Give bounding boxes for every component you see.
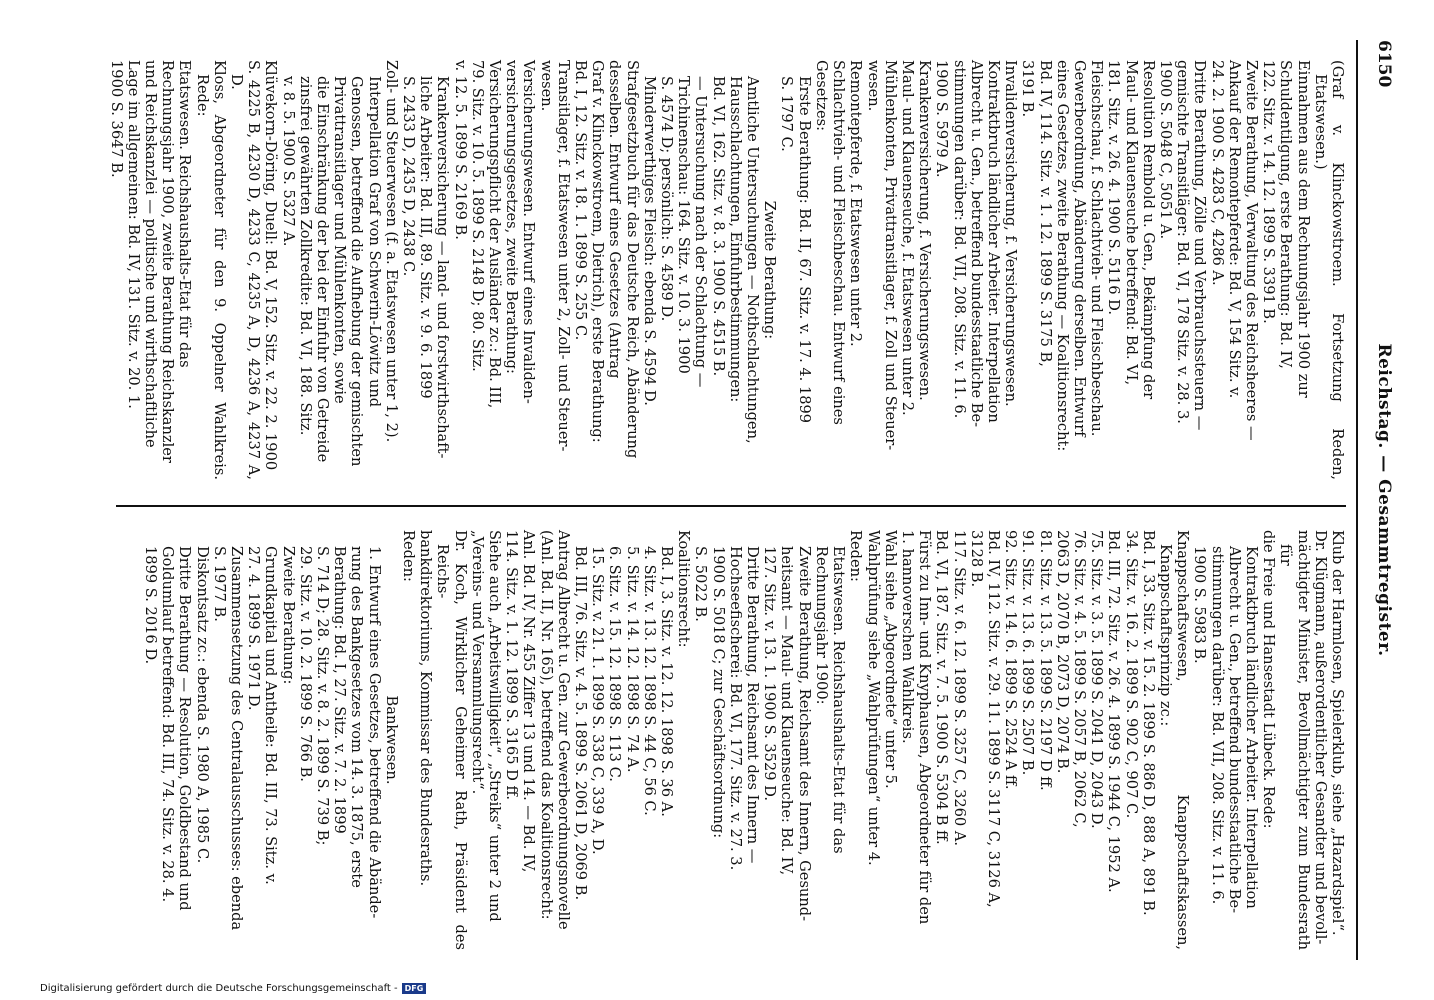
entry-line: 5. Sitz. v. 14. 12. 1898 S. 74 A.: [623, 546, 641, 773]
index-entry: [572, 530, 675, 950]
entry-line: 1900 S. 5983 B.: [1191, 546, 1209, 664]
index-entry: [847, 60, 864, 480]
entry-line: (Graf v. Klinckowstroem. Fortsetzung Reden, Etatswesen.): [1311, 60, 1346, 480]
index-entry: [1105, 60, 1157, 480]
entry-line: v. 8. 5. 1900 S. 5327 A.: [279, 76, 297, 247]
index-entry: [142, 530, 194, 950]
entry-line: Bd. III, 72. Sitz. v. 26. 4. 1899 S. 1944 C, 1952 A.: [1105, 530, 1123, 893]
entry-line: eines Gesetzes, zweite Berathung — Koalitionsrecht:: [1053, 60, 1071, 452]
entry-line: Fleischschau, f. Schlachtvieh- und Fleischbeschau.: [1088, 60, 1106, 437]
index-entry: [933, 60, 1002, 480]
entry-line: Privattransitlager und Mühlenkonten, sowie: [331, 76, 349, 404]
entry-line: 91. Sitz. v. 13. 6. 1899 S. 2507 B.: [1019, 530, 1037, 776]
index-entry: [813, 60, 847, 480]
entry-line: heitsamt — Maul- und Klauenseuche: Bd. IV,: [778, 546, 796, 876]
entry-line: — Untersuchung nach der Schlachtung —: [692, 76, 710, 388]
entry-line: Mühlenkonten, Privattransitlager, f. Zoll und Steuer-: [881, 60, 899, 451]
index-entry: [778, 60, 812, 480]
index-entry: [1191, 530, 1260, 950]
index-entry: [1122, 530, 1191, 950]
entry-line: (Anl. Bd. II, Nr. 165), betreffend das Koalitionsrecht:: [537, 530, 555, 920]
index-entry: [383, 530, 400, 950]
index-entry: [193, 530, 279, 950]
entry-line: S. 2433 D, 2435 D, 2438 C.: [400, 76, 418, 277]
entry-line: Zusammensetzung des Centralausschusses: ebenda: [228, 546, 245, 931]
digitization-credit: [40, 983, 1394, 994]
entry-line: bankdirektoriums, Kommissar des Bundesraths.: [417, 530, 435, 887]
index-entry: [1260, 530, 1329, 950]
entry-line: Dritte Berathung, Zölle und Verbrauchssteuern —: [1191, 60, 1209, 431]
entry-line: Etatswesen. Reichshaushalts-Etat für das: [830, 546, 848, 854]
entry-line: Gesetzes:: [812, 60, 830, 132]
entry-line: Hausschlachtungen, Einfuhrbestimmungen:: [726, 76, 744, 403]
entry-line: Krankenversicherung — land- und forstwirthschaft-: [434, 76, 452, 459]
entry-line: Versicherungswesen. Entwurf eines Invaliden-: [520, 60, 538, 404]
entry-line: Anl. Bd. IV, Nr. 455 Ziffer 13 und 14. — Bd. IV,: [520, 530, 538, 873]
entry-line: gemischte Transitläger: Bd. VI, 178 Sitz. v. 28. 3.: [1174, 60, 1192, 424]
entry-line: rung des Bankgesetzes vom 14. 3. 1875, erste: [348, 546, 366, 888]
entry-line: Bankwesen.: [382, 695, 400, 785]
index-entry: [641, 60, 761, 480]
entry-line: Diskontsatz zc.: ebenda S. 1980 A, 1985 C.: [193, 546, 211, 864]
entry-line: Strafgesetzbuch für das Deutsche Reich, Abänderung: [623, 60, 641, 459]
entry-line: Bd. I, 33. Sitz. v. 15. 2. 1899 S. 886 D, 888 A, 891 B.: [1139, 530, 1157, 916]
entry-line: versicherungsgesetzes, zweite Berathung:: [503, 60, 521, 374]
index-entry: [537, 60, 571, 480]
entry-line: 79. Sitz. v. 10. 5. 1899 S. 2148 D; 80. Sitz.: [468, 60, 486, 372]
entry-line: Fürst zu Inn- und Knyphausen, Abgeordneter für den: [916, 530, 934, 925]
index-entry: [469, 530, 572, 950]
entry-line: 1900 S. 5018 C; zur Geschäftsordnung:: [709, 546, 727, 839]
entry-line: 29. Sitz. v. 10. 2. 1899 S. 766 B.: [296, 546, 314, 782]
index-entry: [107, 60, 227, 480]
entry-line: Schuldentilgung, erste Berathung: Bd. IV,: [1277, 60, 1295, 369]
entry-line: Remontepferde, f. Etatswesen unter 2.: [847, 60, 865, 347]
entry-line: und Reichskanzlei — politische und wirthschaftliche: [141, 60, 159, 448]
entry-line: S. 5022 B.: [692, 546, 710, 622]
index-entry: [1019, 60, 1088, 480]
entry-line: 75. Sitz. v. 3. 5. 1899 S. 2041 D, 2043 D.: [1088, 530, 1106, 829]
entry-line: Maul- und Klauenseuche, f. Etatswesen unter 2.: [898, 60, 916, 416]
index-entry: [761, 60, 778, 480]
entry-line: Genossen, betreffend die Aufhebung der gemischten: [348, 76, 366, 467]
page-header: [1358, 40, 1394, 960]
entry-line: Versicherungspflicht der Ausländer zc.: Bd. III,: [486, 60, 504, 409]
entry-line: 114. Sitz. v. 1. 12. 1899 S. 3165 D ff.: [503, 530, 521, 800]
index-entry: [864, 60, 898, 480]
entry-line: 1899 S. 2016 D.: [141, 546, 159, 665]
entry-line: Minderwerthiges Fleisch: ebenda S. 4594 D.: [640, 76, 658, 406]
entry-line: desselben. Entwurf eines Gesetzes (Antrag: [606, 60, 624, 379]
index-entry: [1088, 60, 1105, 480]
entry-line: 4. Sitz. v. 13. 12. 1898 S. 44 C, 56 C.: [640, 546, 658, 816]
entry-line: Dr. Koch, Wirklicher Geheimer Rath, Präsident des Reichs-: [434, 530, 469, 950]
entry-line: S. 1797 C.: [778, 76, 796, 152]
entry-line: 122. Sitz. v. 14. 12. 1899 S. 3391 B.: [1260, 60, 1278, 324]
entry-line: 15. Sitz. v. 21. 1. 1899 S. 338 C, 339 A, D.: [589, 546, 607, 855]
entry-line: stimmungen darüber: Bd. VII, 208. Sitz. v. 11. 6.: [950, 60, 968, 419]
dfg-logo: DFG: [402, 983, 427, 994]
entry-line: 24. 2. 1900 S. 4283 C, 4286 A.: [1208, 60, 1226, 286]
entry-line: Knappschaftswesen, Knappschaftskassen, Knappschaftsprinzip zc.:: [1156, 530, 1192, 950]
entry-line: Rechnungsjahr 1900:: [812, 546, 830, 705]
entry-line: Dr. Klügmann, außerordentlicher Gesandter und bevoll-: [1311, 530, 1329, 945]
entry-line: Antrag Albrecht u. Gen. zur Gewerbeordnungsnovelle: [554, 530, 572, 930]
entry-line: Maul- und Klauenseuche betreffend: Bd. VI,: [1122, 60, 1140, 386]
entry-line: Kontraktbruch ländlicher Arbeiter. Interpellation: [984, 60, 1002, 423]
entry-line: Etatswesen. Reichshaushalts-Etat für das: [176, 60, 194, 368]
index-entry: [1002, 60, 1019, 480]
entry-line: Albrecht u. Gen., betreffend bundesstaatliche Be-: [1225, 546, 1243, 914]
entry-line: Goldumlauf betreffend: Bd. III, 74. Sitz. v. 28. 4.: [159, 546, 177, 903]
index-entry: [1329, 530, 1346, 950]
index-entry: [400, 530, 469, 950]
entry-line: 27. 4. 1899 S. 1971 D.: [245, 546, 263, 711]
header-rule: [1356, 40, 1358, 960]
entry-line: Reden:: [847, 530, 865, 582]
entry-line: 6. Sitz. v. 15. 12. 1898 S. 113 C.: [606, 546, 624, 782]
entry-line: Gewerbeordnung, Abänderung derselben. Entwurf: [1070, 60, 1088, 437]
entry-line: 81. Sitz. v. 13. 5. 1899 S. 2197 D ff.: [1036, 530, 1054, 791]
entry-line: Invalidenversicherung, f. Versicherungswesen.: [1002, 60, 1020, 407]
index-entry: [1157, 60, 1209, 480]
entry-line: 1900 S. 5979 A.: [933, 60, 951, 178]
entry-line: „Vereins- und Versammlungsrecht“.: [468, 530, 486, 795]
entry-line: 3128 B.: [967, 530, 985, 588]
entry-line: Wahlprüfung siehe „Wahlprüfungen“ unter 4.: [864, 530, 882, 866]
entry-line: 3191 B.: [1019, 60, 1037, 118]
entry-line: stimmungen darüber: Bd. VII, 208. Sitz. v. 11. 6.: [1208, 546, 1226, 905]
index-entry: [297, 530, 383, 950]
column-divider: [116, 505, 1346, 507]
entry-line: 117. Sitz. v. 6. 12. 1899 S. 3257 C, 3260 A.: [950, 530, 968, 847]
page-title: Reichstag. — Gesammtregister.: [1374, 343, 1394, 657]
index-entry: [400, 60, 452, 480]
entry-line: Hochseefischerei: Bd. VI, 177. Sitz. v. 27. 3.: [726, 546, 744, 871]
entry-line: Klüvekorn-Döring, Duell: Bd. V, 152. Sitz. v. 22. 2. 1900: [262, 60, 280, 471]
entry-line: Bd. VI, 162. Sitz. v. 8. 3. 1900 S. 4515 B.: [709, 76, 727, 377]
index-entry: [1208, 60, 1260, 480]
entry-line: 1900 S. 3647 B.: [107, 60, 125, 178]
entry-line: Rechnungsjahr 1900, zweite Berathung Reichskanzler: [159, 60, 177, 463]
left-column: [107, 60, 1346, 480]
index-entry: [813, 530, 847, 950]
index-entry: [279, 530, 296, 950]
entry-line: Erste Berathung: Bd. II, 67. Sitz. v. 17. 4. 1899: [795, 76, 813, 424]
index-entry: [1002, 530, 1122, 950]
entry-line: v. 12. 5. 1899 S. 2169 B.: [451, 60, 469, 240]
entry-line: Einnahmen aus dem Rechnungsjahr 1900 zur: [1294, 60, 1312, 398]
entry-line: S. 714 D; 28. Sitz. v. 8. 2. 1899 S. 739 B;: [314, 546, 332, 846]
entry-line: Bd. I, 12. Sitz. v. 18. 1. 1899 S. 255 C.: [572, 60, 590, 341]
index-entry: [692, 530, 812, 950]
entry-line: die Einschränkung der bei der Einfuhr von Getreide: [314, 76, 332, 463]
entry-line: Zweite Berathung, Verwaltung des Reichsheeres —: [1242, 60, 1260, 441]
index-entry: [916, 60, 933, 480]
entry-line: Bd. III, 76. Sitz. v. 4. 5. 1899 S. 2061 D, 2069 B.: [572, 546, 590, 901]
entry-line: Graf v. Klinckowstroem, Dietrich), erste Berathung:: [589, 60, 607, 443]
index-entry: [1260, 60, 1346, 480]
entry-line: liche Arbeiter: Bd. III, 89. Sitz. v. 9. 6. 1899: [417, 76, 435, 399]
right-column: [142, 530, 1346, 950]
entry-line: Kontraktbruch ländlicher Arbeiter. Interpellation: [1242, 546, 1260, 909]
entry-line: Bd. VI, 187. Sitz. v. 7. 5. 1900 S. 5304 B ff.: [933, 530, 951, 845]
entry-line: 127. Sitz. v. 13. 1. 1900 S. 3529 D.: [761, 546, 779, 801]
entry-line: Interpellation Graf von Schwerin-Löwitz und: [365, 76, 383, 408]
entry-line: S. 1977 B.: [210, 546, 228, 622]
index-entry: [383, 60, 400, 480]
entry-line: Dritte Berathung, Reichsamt des Innern —: [744, 546, 762, 864]
entry-line: wesen.: [537, 60, 555, 112]
entry-line: Koalitionsrecht:: [675, 530, 693, 648]
entry-line: 1. hannoverschen Wahlkreis.: [898, 530, 916, 744]
entry-line: 92. Sitz. v. 14. 6. 1899 S. 2524 A ff.: [1002, 530, 1020, 790]
entry-line: 76. Sitz. v. 4. 5. 1899 S. 2057 B, 2062 C,: [1070, 530, 1088, 828]
entry-line: Krankenversicherung, f. Versicherungswesen.: [916, 60, 934, 401]
entry-line: Reden:: [400, 530, 418, 582]
entry-line: Berathung: Bd. I, 27. Sitz. v. 7. 2. 1899: [331, 546, 349, 834]
entry-line: Grundkapital und Antheile: Bd. III, 73. Sitz. v.: [262, 546, 280, 885]
entry-line: Bd. IV, 112. Sitz. v. 29. 11. 1899 S. 3117 C, 3126 A,: [984, 530, 1002, 908]
entry-line: Lage im allgemeinen: Bd. IV, 131. Sitz. v. 20. 1.: [124, 60, 142, 409]
page-number: 6150: [1374, 40, 1394, 88]
index-entry: [228, 60, 280, 480]
entry-line: Kloss, Abgeordneter für den 9. Oppelner Wahlkreis. Rede:: [193, 60, 228, 480]
entry-line: Albrecht u. Gen., betreffend bundesstaatliche Be-: [967, 60, 985, 428]
entry-line: 1. Entwurf eines Gesetzes, betreffend die Abände-: [365, 546, 383, 919]
index-entry: [899, 60, 916, 480]
index-entry: [279, 60, 382, 480]
entry-line: Bd. I, 3. Sitz. v. 12. 12. 1898 S. 36 A.: [658, 546, 676, 817]
entry-line: Transitlager, f. Etatswesen unter 2, Zoll- und Steuer-: [554, 60, 572, 452]
index-entry: [451, 60, 537, 480]
entry-line: 34. Sitz. v. 16. 2. 1899 S. 902 C, 907 C.: [1122, 530, 1140, 819]
entry-line: Resolution Rembold u. Gen., Bekämpfung der: [1139, 60, 1157, 400]
entry-line: Siehe auch „Arbeitswilligkeit“, „Streiks“ unter 2 und: [486, 530, 504, 922]
entry-line: Wahl siehe „Abgeordnete“ unter 5.: [881, 530, 899, 789]
entry-line: S. 4225 B, 4230 D, 4233 C, 4235 A, D, 4236 A, 4237 A, D.: [228, 60, 263, 480]
entry-line: 1900 S. 5048 C, 5051 A.: [1156, 60, 1174, 240]
entry-line: Schlachtvieh- und Fleischbeschau. Entwurf eines: [830, 60, 848, 425]
entry-line: Zweite Berathung, Reichsamt des Innern, Gesund-: [795, 546, 813, 922]
entry-line: 2063 D, 2070 B, 2073 D, 2074 B.: [1053, 530, 1071, 774]
entry-line: Zweite Berathung:: [279, 546, 297, 685]
entry-line: Zoll- und Steuerwesen (f. a. Etatswesen unter 1, 2).: [382, 60, 400, 443]
entry-line: Zweite Berathung:: [761, 200, 779, 340]
index-entry: [847, 530, 933, 950]
entry-line: Trichinenschau: 164. Sitz. v. 10. 3. 1900: [675, 76, 693, 374]
entry-line: Ankauf der Remontepferde: Bd. V, 154 Sitz. v.: [1225, 60, 1243, 399]
index-entry: [933, 530, 1002, 950]
entry-line: mächtigter Minister, Bevollmächtigter zum Bundesrath für: [1277, 530, 1312, 950]
entry-line: wesen.: [864, 60, 882, 112]
entry-line: S. 4574 D; persönlich: S. 4589 D.: [658, 76, 676, 322]
entry-line: 181. Sitz. v. 26. 4. 1900 S. 5116 D.: [1105, 60, 1123, 315]
index-entry: [572, 60, 641, 480]
entry-line: Dritte Berathung — Resolution, Goldbestand und: [176, 546, 194, 911]
entry-line: Bd. IV, 114. Sitz. v. 1. 12. 1899 S. 3175 B,: [1036, 60, 1054, 367]
entry-line: Amtliche Untersuchungen — Nothschlachtungen,: [744, 76, 762, 444]
entry-line: zinsfrei gewährten Zollkredite: Bd. VI, 188. Sitz.: [296, 76, 314, 436]
credit-text: Digitalisierung gefördert durch die Deutsche Forschungsgemeinschaft -: [40, 983, 398, 994]
entry-line: die Freie und Hansestadt Lübeck. Rede:: [1260, 530, 1278, 829]
entry-line: Klub der Harmlosen, Spielerklub, siehe „Hazardspiel“.: [1329, 530, 1346, 936]
index-entry: [675, 530, 692, 950]
